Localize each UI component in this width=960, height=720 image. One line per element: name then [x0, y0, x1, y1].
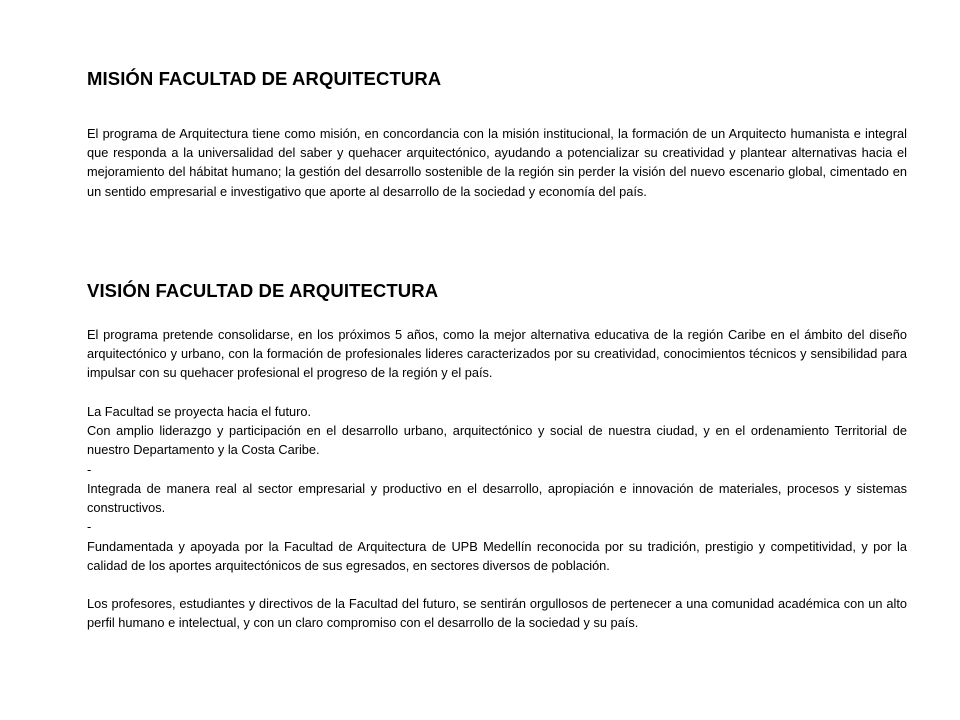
- list-dash-separator: -: [87, 462, 92, 477]
- mision-heading: MISIÓN FACULTAD DE ARQUITECTURA: [87, 68, 442, 89]
- vision-item-upb: Fundamentada y apoyada por la Facultad de Arquitectura de UPB Medellín reconocida por su tradición, prestigio y competitividad, y por la calidad de los aportes arquitectónicos de sus egresados, en sectores diversos de población.: [87, 539, 907, 574]
- list-dash-separator: -: [87, 519, 92, 534]
- vision-item-business: Integrada de manera real al sector empresarial y productivo en el desarrollo, apropiación e innovación de materiales, procesos y sistemas constructivos.: [87, 481, 907, 516]
- document-page: [87, 0, 907, 720]
- vision-heading: VISIÓN FACULTAD DE ARQUITECTURA: [87, 280, 439, 301]
- vision-closing-paragraph: Los profesores, estudiantes y directivos de la Facultad del futuro, se sentirán orgullosos de pertenecer a una comunidad académica con un alto perfil humano e intelectual, y con un claro compromiso con el desarrollo de la sociedad y su país.: [87, 596, 907, 631]
- mision-paragraph: El programa de Arquitectura tiene como misión, en concordancia con la misión institucional, la formación de un Arquitecto humanista e integral que responda a la universalidad del saber y quehacer arquitectónico, ayudando a potencializar su creatividad y plantear alternativas hacia el mejoramiento del hábitat humano; la gestión del desarrollo sostenible de la región sin perder la visión del nuevo escenario global, cimentado en un sentido empresarial e investigativo que aporte al desarrollo de la sociedad y economía del país.: [87, 126, 907, 199]
- vision-intro-paragraph: El programa pretende consolidarse, en los próximos 5 años, como la mejor alternativa educativa de la región Caribe en el ámbito del diseño arquitectónico y urbano, con la formación de profesionales lideres caracterizados por su creatividad, conocimientos técnicos y sensibilidad para impulsar con su quehacer profesional el progreso de la región y el país.: [87, 327, 907, 381]
- vision-future-line: La Facultad se proyecta hacia el futuro.: [87, 404, 312, 419]
- vision-item-leadership: Con amplio liderazgo y participación en el desarrollo urbano, arquitectónico y social de nuestra ciudad, y en el ordenamiento Territorial de nuestro Departamento y la Costa Caribe.: [87, 423, 907, 458]
